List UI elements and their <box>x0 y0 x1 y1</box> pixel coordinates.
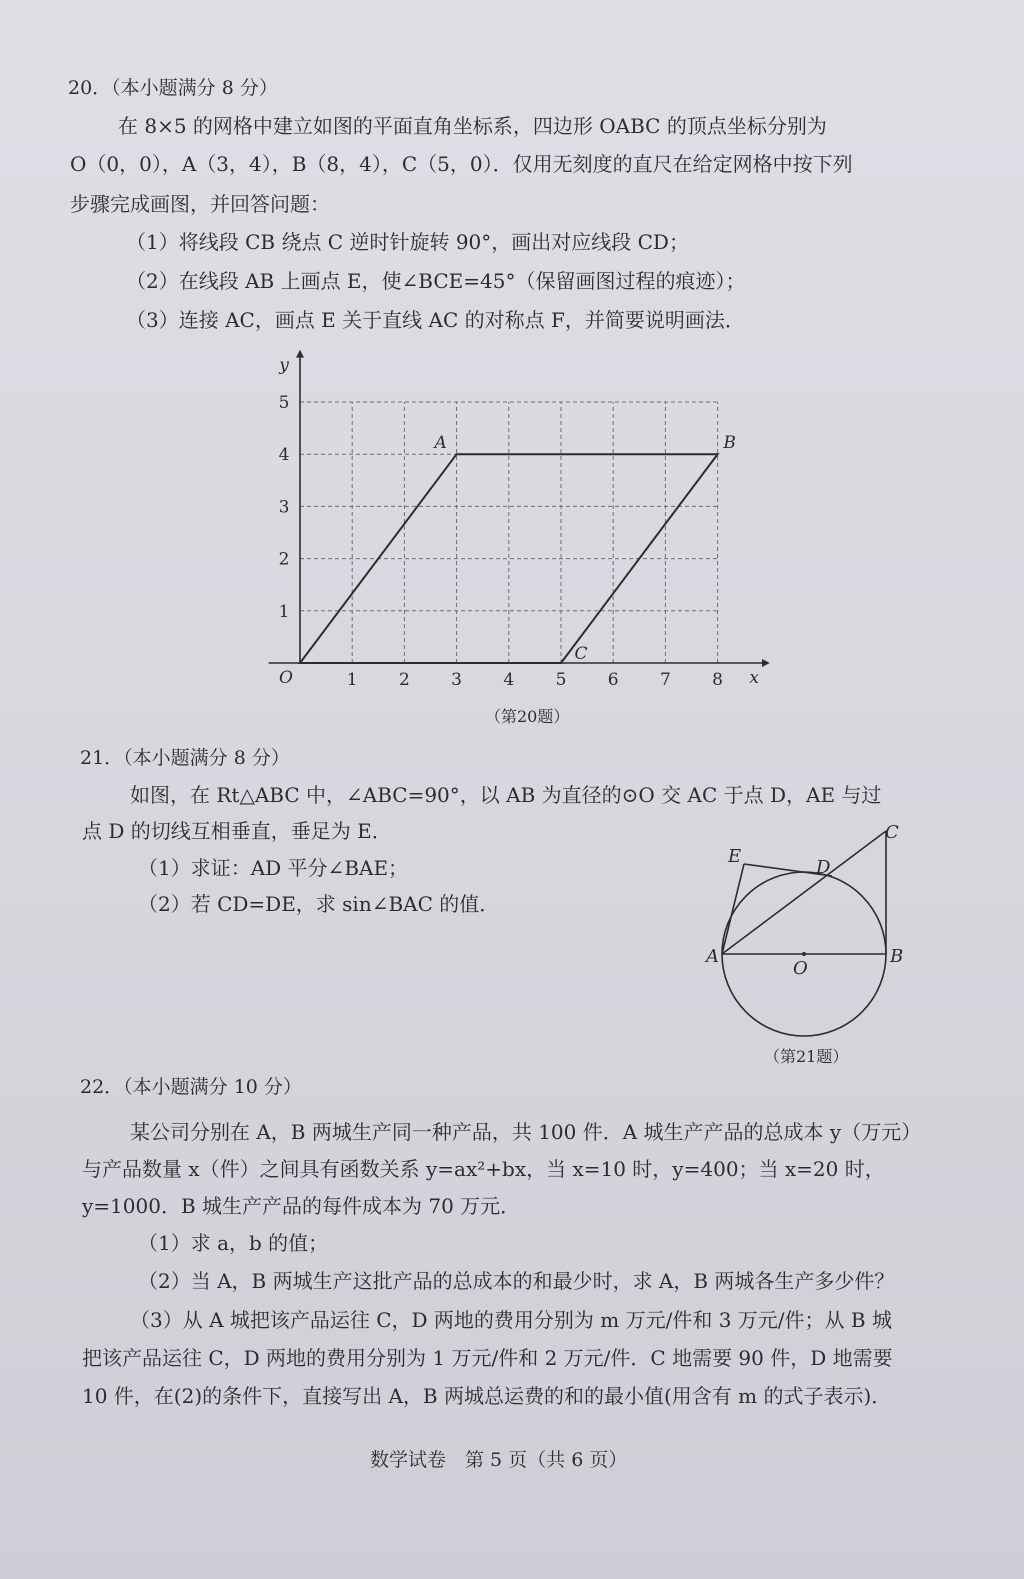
y-axis-label: y <box>279 355 289 376</box>
point-label-a: A <box>434 433 447 454</box>
point-label-c: C <box>574 644 588 664</box>
label-c: C <box>885 822 899 843</box>
q20-line-1: 在 8×5 的网格中建立如图的平面直角坐标系，四边形 OABC 的顶点坐标分别为 <box>118 114 827 138</box>
label-b: B <box>890 946 904 967</box>
origin-label: O <box>279 668 293 688</box>
q20-line-4: （1）将线段 CB 绕点 C 逆时针旋转 90°，画出对应线段 CD； <box>126 230 689 254</box>
y-tick-label: 3 <box>278 497 290 518</box>
x-tick-label: 6 <box>607 670 619 690</box>
label-d: D <box>816 857 831 878</box>
q22-line-1: 某公司分别在 A，B 两城生产同一种产品，共 100 件．A 城生产产品的总成本 y（万元） <box>130 1120 922 1144</box>
point-label-b: B <box>723 433 736 454</box>
q21-header: 21．（本小题满分 8 分） <box>80 747 290 769</box>
segment-ac <box>722 831 886 954</box>
label-o: O <box>793 958 808 979</box>
x-tick-label: 7 <box>659 670 671 690</box>
q21-line-3: （1）求证：AD 平分∠BAE； <box>138 856 409 880</box>
q21-line-2: 点 D 的切线互相垂直，垂足为 E． <box>82 819 392 843</box>
q20-line-2: O（0，0），A（3，4），B（8，4），C（5，0）．仅用无刻度的直尺在给定网格中按下列 <box>70 152 853 176</box>
y-tick-label: 4 <box>278 445 290 466</box>
q22-header: 22．（本小题满分 10 分） <box>80 1076 302 1098</box>
q22-line-2: 与产品数量 x（件）之间具有函数关系 y=ax²+bx，当 x=10 时，y=400；当 x=20 时， <box>82 1157 885 1181</box>
x-axis-label: x <box>749 668 759 688</box>
x-tick-label: 3 <box>451 670 463 690</box>
q22-line-6: （3）从 A 城把该产品运往 C，D 两地的费用分别为 m 万元/件和 3 万元/件；从 B 城 <box>130 1308 892 1332</box>
q22-line-3: y=1000．B 城生产产品的每件成本为 70 万元． <box>82 1194 521 1218</box>
label-e: E <box>728 846 742 867</box>
x-tick-label: 2 <box>398 670 410 690</box>
q21-line-4: （2）若 CD=DE，求 sin∠BAC 的值． <box>138 892 500 916</box>
x-tick-label: 5 <box>555 670 567 690</box>
q20-figure-caption: （第20题） <box>485 707 570 726</box>
x-tick-label: 1 <box>346 670 358 690</box>
y-tick-label: 2 <box>278 549 290 570</box>
q22-line-7: 把该产品运往 C，D 两地的费用分别为 1 万元/件和 2 万元/件．C 地需要 90 件，D 地需要 <box>82 1346 893 1370</box>
q20-header: 20．（本小题满分 8 分） <box>68 77 278 99</box>
x-tick-label: 4 <box>503 670 515 690</box>
label-a: A <box>706 946 719 967</box>
q20-line-5: （2）在线段 AB 上画点 E，使∠BCE=45°（保留画图过程的痕迹）； <box>126 269 746 293</box>
q20-line-6: （3）连接 AC，画点 E 关于直线 AC 的对称点 F，并简要说明画法． <box>126 308 745 332</box>
center-dot <box>802 952 806 956</box>
y-tick-label: 5 <box>278 393 290 413</box>
page-footer: 数学试卷 第 5 页（共 6 页） <box>370 1449 628 1471</box>
q22-line-8: 10 件，在(2)的条件下，直接写出 A，B 两城总运费的和的最小值(用含有 m 的式子表示)． <box>82 1384 892 1408</box>
q20-line-3: 步骤完成画图，并回答问题： <box>70 192 330 216</box>
q22-line-4: （1）求 a，b 的值； <box>138 1231 329 1255</box>
q22-line-5: （2）当 A，B 两城生产这批产品的总成本的和最少时，求 A，B 两城各生产多少件？ <box>138 1269 895 1293</box>
x-tick-label: 8 <box>712 670 724 690</box>
q21-line-1: 如图，在 Rt△ABC 中，∠ABC=90°，以 AB 为直径的⊙O 交 AC 于点 D，AE 与过 <box>130 783 882 807</box>
q21-figure-caption: （第21题） <box>764 1047 849 1066</box>
y-tick-label: 1 <box>278 601 290 622</box>
